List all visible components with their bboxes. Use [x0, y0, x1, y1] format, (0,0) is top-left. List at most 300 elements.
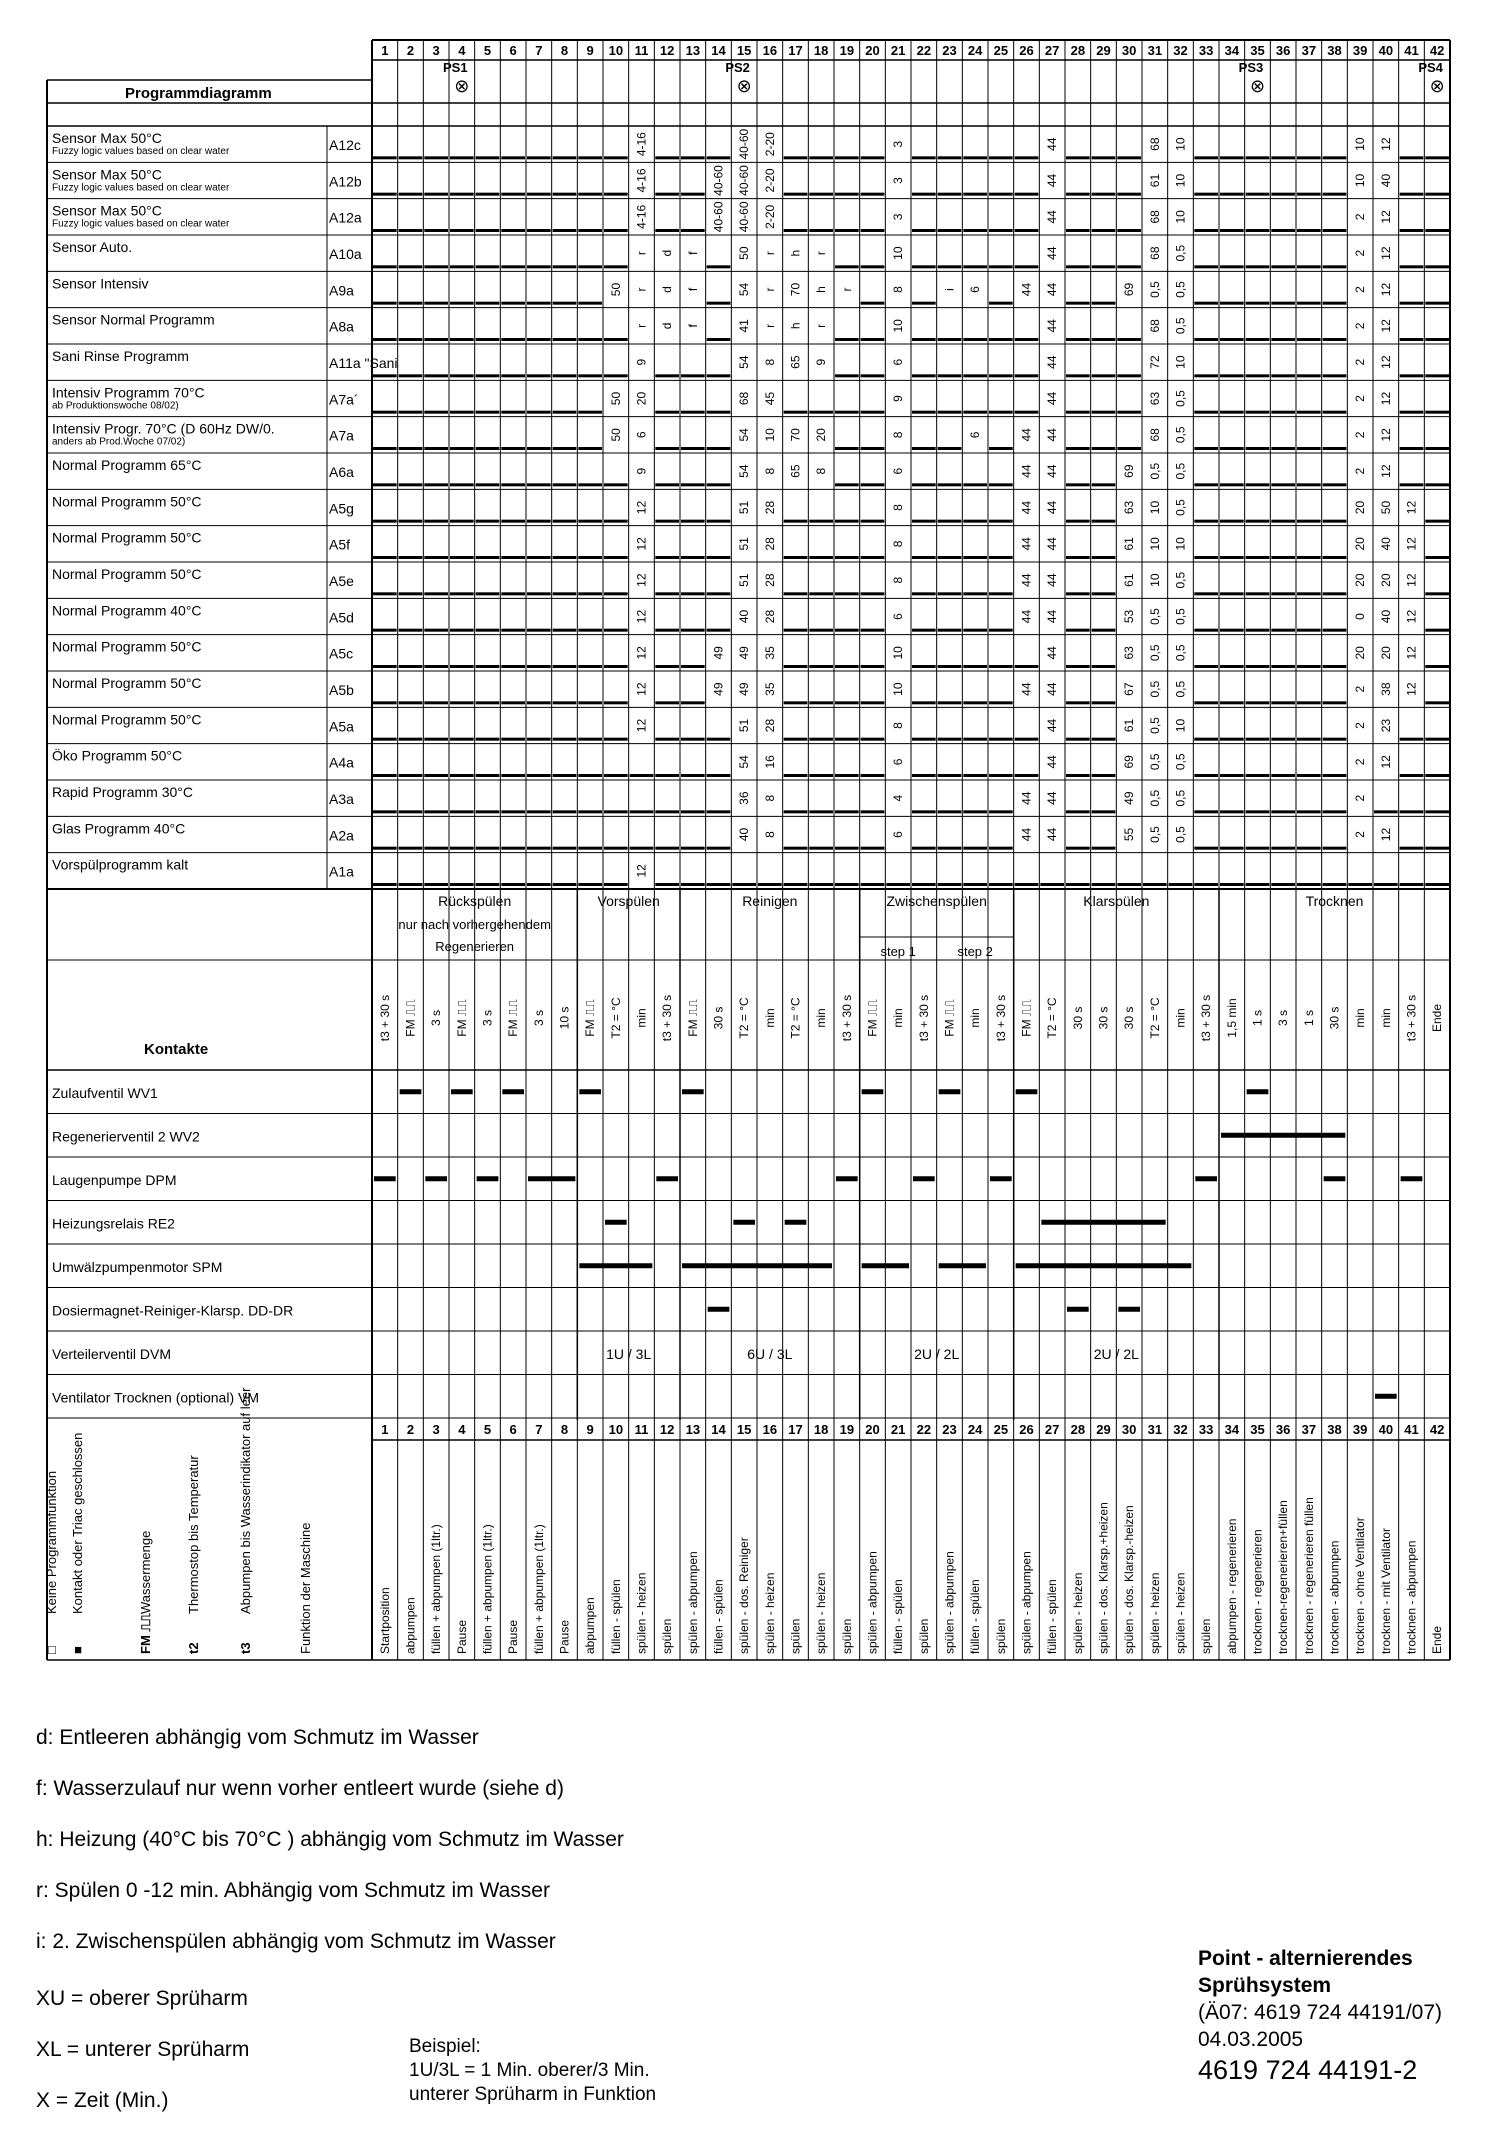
program-row-mark [373, 847, 397, 850]
program-row-mark [1271, 629, 1295, 632]
program-value: 55 [1122, 827, 1137, 842]
program-row-mark [1271, 556, 1295, 559]
program-row-mark [1425, 520, 1449, 523]
step-number-bottom: 37 [1301, 1422, 1317, 1437]
step-number-bottom: 41 [1404, 1422, 1419, 1437]
program-row-mark [424, 193, 448, 196]
contact-on-bar [1067, 1307, 1089, 1312]
function-label: spülen - heizen [1173, 1572, 1188, 1654]
program-row-mark [1348, 883, 1372, 886]
program-row-mark [450, 592, 474, 595]
program-value: 36 [737, 791, 752, 805]
program-row-mark [1297, 229, 1321, 232]
program-row-mark [912, 156, 936, 159]
step-number-top: 39 [1352, 43, 1368, 58]
program-row-mark [450, 883, 474, 886]
program-row-mark [861, 847, 885, 850]
program-row-mark [501, 156, 525, 159]
example-label: Beispiel: [409, 2036, 481, 2057]
program-value: 23 [1378, 718, 1393, 733]
program-row-mark [553, 810, 577, 813]
program-value: 6 [891, 467, 906, 475]
program-name: Normal Programm 50°C [52, 493, 202, 510]
function-label: spülen - abpumpen [865, 1551, 880, 1654]
program-row-mark [553, 193, 577, 196]
program-value: 0,5 [1173, 281, 1188, 298]
program-name: Normal Programm 50°C [52, 711, 202, 728]
program-row-mark [963, 193, 987, 196]
program-value: 0,5 [1173, 426, 1188, 444]
program-row-mark [1400, 810, 1424, 813]
program-row-mark [655, 483, 679, 486]
program-subtitle: Fuzzy logic values based on clear water [52, 146, 230, 157]
program-subtitle: Fuzzy logic values based on clear water [52, 218, 230, 230]
program-value: 0,5 [1147, 753, 1162, 771]
program-row-mark [399, 629, 423, 632]
program-row-mark [1246, 774, 1270, 777]
step-number-top: 6 [509, 43, 517, 58]
contacts-header: Kontakte [144, 1041, 209, 1058]
program-row-mark [1297, 810, 1321, 813]
program-row-mark [861, 592, 885, 595]
step-number-bottom: 24 [967, 1422, 983, 1437]
program-row-mark [1194, 520, 1218, 523]
program-row-mark [1400, 302, 1424, 305]
program-row-mark [399, 447, 423, 450]
step-number-top: 16 [762, 43, 778, 58]
step-number-bottom: 14 [711, 1422, 726, 1437]
program-row-mark [809, 774, 833, 777]
program-value: 45 [762, 391, 777, 406]
program-row-mark [938, 411, 962, 414]
condition-label: 3 s [480, 1009, 495, 1027]
program-row-mark [912, 265, 936, 268]
program-row-mark [578, 847, 602, 850]
program-row-mark [912, 520, 936, 523]
program-value: 68 [1147, 246, 1162, 260]
program-row-mark [399, 701, 423, 704]
program-value: 2-20 [762, 168, 777, 193]
program-value: 44 [1019, 573, 1034, 587]
phase-label: Trocknen [1305, 893, 1364, 909]
program-value: 2-20 [762, 132, 777, 157]
title-block [1198, 1945, 1442, 2084]
program-row-mark [476, 229, 500, 232]
program-row-mark [527, 556, 551, 559]
contact-on-bar [579, 1089, 601, 1094]
program-row-mark [1323, 883, 1347, 886]
program-row-mark [1271, 193, 1295, 196]
program-value: 12 [1378, 319, 1393, 333]
program-name: Normal Programm 50°C [52, 638, 202, 655]
program-row-mark [938, 556, 962, 559]
program-row-mark [989, 592, 1013, 595]
program-row-mark [1194, 592, 1218, 595]
phase-label: Vorspülen [597, 893, 660, 909]
program-row-mark [476, 265, 500, 268]
program-value: 4-16 [634, 204, 649, 229]
condition-label: T2 = °C [1045, 997, 1060, 1039]
program-row-mark [604, 193, 628, 196]
program-row-mark [784, 229, 808, 232]
program-row-mark [861, 701, 885, 704]
function-label: trocknen - abpumpen [1404, 1540, 1419, 1654]
program-row-mark [809, 156, 833, 159]
program-row-mark [809, 701, 833, 704]
pressure-switch-symbol: ⊗ [1429, 76, 1445, 96]
program-row-mark [373, 338, 397, 341]
program-value: 10 [1147, 500, 1162, 515]
program-row-mark [1194, 483, 1218, 486]
program-row-mark [784, 556, 808, 559]
program-row-mark [501, 374, 525, 377]
program-value: 8 [891, 540, 906, 548]
program-value: 38 [1378, 682, 1393, 696]
program-row-mark [1297, 411, 1321, 414]
step-number-top: 40 [1378, 43, 1394, 58]
program-row-mark [450, 738, 474, 741]
program-row-mark [1246, 193, 1270, 196]
step-number-top: 8 [560, 43, 569, 58]
program-row-mark [835, 738, 859, 741]
condition-label: 1,5 min [1224, 998, 1239, 1038]
program-row-mark [963, 629, 987, 632]
program-value: 10 [1173, 210, 1188, 224]
program-row-mark [989, 556, 1013, 559]
contact-on-bar [785, 1220, 807, 1225]
condition-label: min [762, 1008, 777, 1028]
program-row-mark [912, 847, 936, 850]
program-row-mark [861, 265, 885, 268]
program-value: 8 [762, 467, 777, 475]
program-value: 44 [1045, 791, 1060, 805]
program-row-mark [373, 483, 397, 486]
program-row-mark [1194, 156, 1218, 159]
program-row-mark [476, 447, 500, 450]
program-row-mark [1271, 265, 1295, 268]
program-row-mark [655, 229, 679, 232]
function-label: abpumpen - regenerieren [1224, 1518, 1239, 1654]
program-row-mark [424, 338, 448, 341]
program-row-mark [373, 883, 397, 886]
program-row-mark [681, 447, 705, 450]
program-row-mark [1246, 810, 1270, 813]
program-row-mark [938, 483, 962, 486]
program-row-mark [1092, 229, 1116, 232]
program-row-mark [989, 810, 1013, 813]
program-row-mark [578, 738, 602, 741]
condition-label: FM ⎍⎍ [506, 999, 521, 1037]
condition-label: t3 + 30 s [660, 994, 675, 1042]
step-number-top: 17 [788, 43, 803, 58]
program-row-mark [938, 447, 962, 450]
program-row-mark [1425, 483, 1449, 486]
condition-label: FM ⎍⎍ [1019, 999, 1034, 1037]
legend-text: Abpumpen bis Wasserindikator auf leer [238, 1387, 253, 1614]
program-row-mark [1066, 556, 1090, 559]
program-code: A5c [329, 645, 354, 662]
program-row-mark [527, 229, 551, 232]
program-row-mark [784, 592, 808, 595]
program-row-mark [655, 447, 679, 450]
program-row-mark [553, 738, 577, 741]
program-row-mark [1271, 883, 1295, 886]
step-number-bottom: 23 [942, 1422, 957, 1437]
program-value: 44 [1045, 210, 1060, 224]
step-number-top: 26 [1019, 43, 1034, 58]
program-row-mark [578, 229, 602, 232]
program-row-mark [835, 156, 859, 159]
program-row-mark [1246, 520, 1270, 523]
program-value: 40 [1378, 173, 1393, 188]
program-row-mark [553, 483, 577, 486]
program-row-mark [1323, 374, 1347, 377]
program-value: 2 [1353, 286, 1368, 293]
function-label: füllen - spülen [711, 1579, 726, 1654]
step-number-bottom: 16 [762, 1422, 778, 1437]
program-row-mark [963, 810, 987, 813]
program-value: 2 [1353, 431, 1368, 439]
legend-text: Thermostop bis Temperatur [186, 1455, 201, 1614]
program-value: d [660, 322, 675, 330]
program-value: 51 [737, 573, 752, 587]
program-row-mark [578, 592, 602, 595]
pressure-switch-label: PS1 [443, 60, 468, 75]
program-row-mark [1066, 774, 1090, 777]
program-row-mark [861, 411, 885, 414]
program-row-mark [424, 447, 448, 450]
step-number-bottom: 27 [1044, 1422, 1060, 1437]
step-number-bottom: 29 [1096, 1422, 1111, 1437]
program-row-mark [963, 338, 987, 341]
program-row-mark [1015, 665, 1039, 668]
program-row-mark [1117, 193, 1141, 196]
program-row-mark [501, 810, 525, 813]
program-row-mark [707, 265, 731, 268]
step-number-bottom: 38 [1327, 1422, 1342, 1437]
function-label: Startposition [377, 1587, 392, 1654]
program-row-mark [1066, 738, 1090, 741]
program-row-mark [861, 229, 885, 232]
title-line-1: Point - alternierendes [1198, 1947, 1413, 1970]
program-row-mark [527, 883, 551, 886]
program-row-mark [1271, 520, 1295, 523]
program-value: 20 [1353, 573, 1368, 587]
program-row-mark [938, 665, 962, 668]
program-row-mark [707, 556, 731, 559]
step-number-top: 42 [1429, 43, 1445, 58]
program-row-mark [1092, 592, 1116, 595]
program-row-mark [989, 338, 1013, 341]
step-number-top: 19 [839, 43, 855, 58]
program-row-mark [1323, 629, 1347, 632]
program-value: r [762, 287, 777, 292]
program-value: 68 [1147, 319, 1162, 333]
program-row-mark [1271, 738, 1295, 741]
program-row-mark [399, 338, 423, 341]
condition-label: FM ⎍⎍ [403, 999, 418, 1037]
program-row-mark [424, 483, 448, 486]
program-row-mark [1220, 847, 1244, 850]
program-row-mark [1117, 265, 1141, 268]
program-row-mark [1400, 483, 1424, 486]
program-row-mark [835, 483, 859, 486]
program-row-mark [1040, 883, 1064, 886]
program-value: 65 [788, 464, 803, 478]
document-date: 04.03.2005 [1198, 2028, 1304, 2051]
function-label: spülen - heizen [1147, 1572, 1162, 1654]
program-row-mark [835, 265, 859, 268]
program-row-mark [1092, 520, 1116, 523]
program-row-mark [373, 520, 397, 523]
program-row-mark [912, 556, 936, 559]
program-value: 6 [891, 613, 906, 620]
program-row-mark [835, 520, 859, 523]
program-value: f [685, 287, 700, 292]
step-number-bottom: 39 [1352, 1422, 1368, 1437]
program-subtitle: anders ab Prod.Woche 07/02) [52, 436, 186, 448]
legend-text: Wassermenge [138, 1530, 153, 1614]
program-row-mark [476, 556, 500, 559]
program-value: r [634, 251, 649, 256]
program-value: 44 [1019, 682, 1034, 696]
step-number-top: 27 [1044, 43, 1060, 58]
program-code: A6a [329, 464, 354, 480]
program-row-mark [1194, 701, 1218, 704]
program-value: f [685, 251, 700, 255]
condition-label: Ende [1430, 1003, 1445, 1033]
program-value: 12 [634, 718, 649, 733]
program-value: 2 [1353, 685, 1368, 693]
program-row-mark [604, 847, 628, 850]
program-row-mark [912, 883, 936, 886]
program-row-mark [476, 847, 500, 850]
program-name: Intensiv Programm 70°C [52, 384, 205, 401]
program-value: 3 [891, 140, 906, 148]
step-number-bottom: 10 [608, 1422, 624, 1437]
condition-label: t3 + 30 s [377, 994, 392, 1042]
program-row-mark [1297, 629, 1321, 632]
program-value: 44 [1045, 391, 1060, 406]
program-value: 2 [1353, 322, 1368, 330]
program-row-mark [655, 411, 679, 414]
program-row-mark [450, 338, 474, 341]
program-row-mark [989, 374, 1013, 377]
program-row-mark [578, 774, 602, 777]
program-row-mark [938, 592, 962, 595]
step-number-top: 37 [1301, 43, 1317, 58]
program-row-mark [1425, 629, 1449, 632]
program-row-mark [963, 847, 987, 850]
program-row-mark [1220, 193, 1244, 196]
step-number-top: 21 [890, 43, 906, 58]
program-row-mark [1194, 738, 1218, 741]
program-row-mark [527, 338, 551, 341]
program-row-mark [501, 847, 525, 850]
step-number-bottom: 2 [406, 1422, 415, 1437]
program-row-mark [912, 738, 936, 741]
program-value: 61 [1122, 573, 1137, 587]
program-row-mark [1117, 411, 1141, 414]
contact-on-bar [1016, 1263, 1192, 1268]
program-row-mark [681, 483, 705, 486]
program-row-mark [424, 556, 448, 559]
program-row-mark [399, 556, 423, 559]
program-value: r [634, 287, 649, 292]
program-row-mark [655, 810, 679, 813]
program-value: 12 [1378, 464, 1393, 478]
function-label: trocknen - abpumpen [1327, 1540, 1342, 1654]
program-row-mark [835, 411, 859, 414]
program-row-mark [501, 302, 525, 305]
program-row-mark [1323, 265, 1347, 268]
program-value: 49 [737, 682, 752, 696]
program-value: 35 [762, 646, 777, 660]
program-row-mark [1271, 774, 1295, 777]
program-row-mark [1425, 883, 1449, 886]
program-value: 0,5 [1147, 608, 1162, 625]
program-row-mark [784, 701, 808, 704]
condition-label: FM ⎍⎍ [583, 999, 598, 1037]
program-row-mark [450, 665, 474, 668]
program-row-mark [1117, 338, 1141, 341]
program-row-mark [1220, 411, 1244, 414]
program-row-mark [578, 483, 602, 486]
program-row-mark [527, 520, 551, 523]
program-row-mark [1425, 701, 1449, 704]
program-row-mark [527, 447, 551, 450]
program-row-mark [655, 193, 679, 196]
program-row-mark [1246, 701, 1270, 704]
program-row-mark [578, 701, 602, 704]
program-row-mark [655, 774, 679, 777]
step-number-bottom: 30 [1121, 1422, 1137, 1437]
program-row-mark [835, 556, 859, 559]
program-row-mark [476, 592, 500, 595]
program-value: 44 [1045, 500, 1060, 515]
step-number-top: 15 [736, 43, 752, 58]
program-row-mark [809, 556, 833, 559]
program-row-mark [1400, 847, 1424, 850]
program-value: 10 [891, 319, 906, 333]
program-row-mark [1271, 701, 1295, 704]
program-row-mark [1117, 374, 1141, 377]
program-row-mark [784, 520, 808, 523]
program-row-mark [604, 265, 628, 268]
condition-label: 30 s [711, 1006, 726, 1030]
program-row-mark [476, 774, 500, 777]
program-row-mark [1297, 520, 1321, 523]
program-value: 0,5 [1173, 317, 1188, 335]
step-number-top: 30 [1121, 43, 1137, 58]
program-row-mark [1169, 883, 1193, 886]
program-name: Vorspülprogramm kalt [52, 856, 189, 873]
contact-on-bar [1016, 1089, 1038, 1094]
function-label: trocknen-regenerieren+füllen [1276, 1500, 1291, 1654]
program-row-mark [1220, 665, 1244, 668]
program-row-mark [373, 629, 397, 632]
program-row-mark [450, 265, 474, 268]
program-row-mark [1374, 810, 1398, 813]
program-row-mark [1323, 302, 1347, 305]
program-value: 0,5 [1173, 789, 1188, 807]
program-row-mark [1425, 738, 1449, 741]
program-value: 69 [1122, 755, 1137, 769]
program-value: 12 [1378, 246, 1393, 260]
program-value: 44 [1045, 827, 1060, 842]
legend-symbol: t2 [186, 1642, 201, 1654]
program-row-mark [501, 411, 525, 414]
